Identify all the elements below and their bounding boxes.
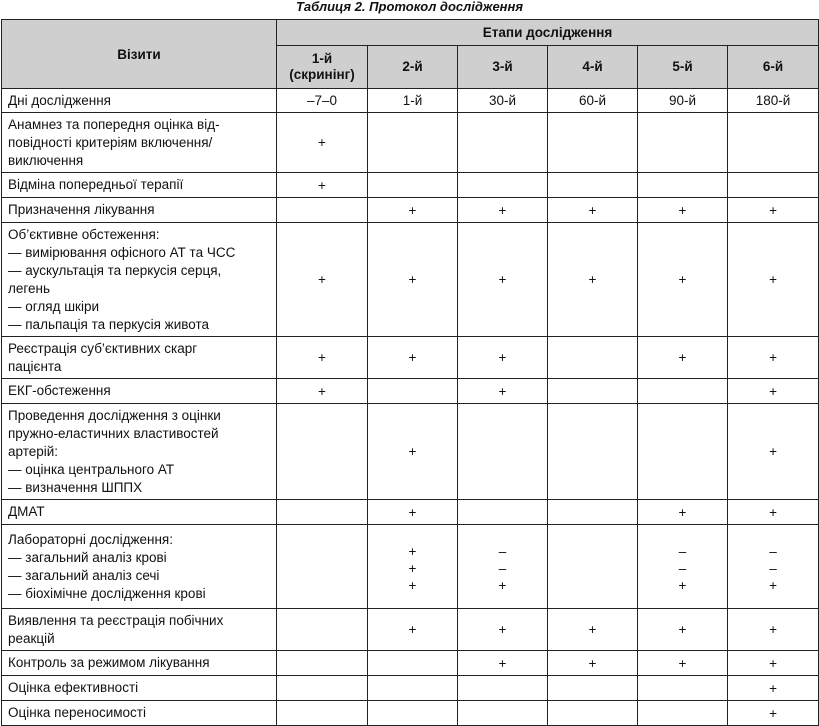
row-label-line: Анамнез та попередня оцінка від- (8, 116, 220, 132)
stage-cell (548, 379, 638, 404)
stage-cell (458, 525, 548, 609)
stage-cell (638, 500, 728, 525)
row-label-line: — біохімічне дослідження крові (8, 585, 206, 601)
stage-cell (368, 609, 458, 651)
stage-cell (728, 198, 819, 223)
stage-mark: + (498, 383, 507, 399)
stage-mark: + (498, 578, 507, 593)
row-label-line: — аускультація та перкусія серця, (8, 262, 222, 278)
stage-cell (277, 223, 368, 337)
stage-cell (728, 173, 819, 198)
row-label (2, 337, 277, 379)
stage-cell (458, 651, 548, 676)
visits-header: Візити (2, 20, 277, 89)
table-row (2, 89, 819, 113)
table-row (2, 198, 819, 223)
stage-cell (638, 676, 728, 701)
row-label-line: — загальний аналіз крові (8, 549, 167, 565)
row-label (2, 500, 277, 525)
stage-cell (548, 609, 638, 651)
row-label-line: Лабораторні дослідження: (8, 531, 173, 547)
table-row (2, 500, 819, 525)
row-label-line: Реєстрація суб’єктивних скарг (8, 340, 198, 356)
stage-cell (458, 173, 548, 198)
stage-mark: + (588, 202, 597, 218)
table-row (2, 173, 819, 198)
stage-mark: + (408, 350, 417, 365)
table-row (2, 379, 819, 404)
stage-column-header-line: 1-й (311, 51, 333, 66)
stage-cell (548, 223, 638, 337)
stage-cell (728, 223, 819, 337)
table-row (2, 676, 819, 701)
stage-mark: + (678, 578, 687, 593)
stage-cell (368, 651, 458, 676)
stage-mark: + (678, 622, 687, 637)
stage-mark: + (769, 680, 777, 696)
stage-column-header (458, 46, 548, 89)
stage-cell (638, 173, 728, 198)
row-label (2, 525, 277, 609)
stage-cell (728, 379, 819, 404)
stage-mark: + (588, 622, 597, 637)
stage-mark: – (769, 544, 777, 559)
row-label-line: — огляд шкіри (8, 298, 99, 314)
stage-mark: + (318, 177, 326, 193)
stage-mark: + (408, 544, 417, 559)
stage-mark: + (318, 135, 326, 150)
stage-cell (638, 404, 728, 500)
stage-column-header-line: 2-й (402, 59, 423, 74)
stage-mark: + (769, 578, 777, 593)
stage-mark: + (588, 655, 597, 671)
stage-cell (277, 500, 368, 525)
stage-cell (728, 337, 819, 379)
stage-cell (368, 500, 458, 525)
row-label (2, 676, 277, 701)
stage-mark: + (769, 705, 777, 721)
stage-cell (458, 337, 548, 379)
stage-cell (277, 113, 368, 173)
stage-mark: + (588, 272, 597, 287)
stage-cell (548, 500, 638, 525)
row-label-line: повідності критеріям включення/ (8, 134, 213, 150)
stage-cell (368, 89, 458, 113)
row-label-line: — пальпація та перкусія живота (8, 316, 210, 332)
stage-cell (368, 404, 458, 500)
stage-mark: – (498, 561, 507, 576)
stage-cell (638, 223, 728, 337)
stage-column-header-line: 5-й (672, 59, 693, 74)
stage-cell (728, 676, 819, 701)
stage-mark: – (678, 544, 687, 559)
stage-mark: + (678, 655, 687, 671)
stage-cell (548, 173, 638, 198)
row-label-line: Об’єктивне обстеження: (8, 226, 160, 242)
row-label-line: Виявлення та реєстрація побічних (8, 612, 224, 628)
stage-cell (368, 676, 458, 701)
stage-mark: + (769, 444, 777, 459)
row-label-line: ЕКГ-обстеження (8, 383, 111, 398)
stage-mark: + (769, 350, 777, 365)
stage-cell (638, 337, 728, 379)
table-row (2, 337, 819, 379)
stage-mark: –7–0 (306, 93, 338, 108)
stage-cell (548, 198, 638, 223)
stage-cell (458, 500, 548, 525)
stage-cell (458, 89, 548, 113)
row-label (2, 404, 277, 500)
stages-header: Етапи дослідження (277, 20, 819, 46)
row-label-line: легень (8, 280, 51, 296)
table-row (2, 113, 819, 173)
stage-cell (548, 676, 638, 701)
row-label-line: — оцінка центрального АТ (8, 461, 175, 477)
stage-mark: + (769, 383, 777, 399)
stage-cell (548, 525, 638, 609)
stage-cell (548, 651, 638, 676)
row-label-line: Проведення дослідження з оцінки (8, 407, 221, 423)
table-row (2, 651, 819, 676)
stage-cell (728, 609, 819, 651)
row-label-line: реакцій (8, 630, 55, 646)
stage-cell (728, 404, 819, 500)
stage-mark: + (678, 350, 687, 365)
stage-mark: – (769, 561, 777, 576)
stage-column-header (728, 46, 819, 89)
stage-mark: + (408, 578, 417, 593)
stage-cell (458, 609, 548, 651)
stage-column-header-line: 3-й (492, 59, 513, 74)
row-label-line: Оцінка переносимості (8, 705, 146, 720)
stage-mark: + (498, 272, 507, 287)
stage-cell (638, 651, 728, 676)
row-label (2, 89, 277, 113)
stage-mark: 180-й (755, 93, 791, 108)
stage-cell (548, 89, 638, 113)
stage-mark: + (498, 622, 507, 637)
stage-mark: + (678, 504, 687, 520)
stage-cell (277, 198, 368, 223)
stage-mark: 90-й (668, 93, 697, 108)
stage-mark: + (408, 444, 417, 459)
row-label-line: артерій: (8, 443, 59, 459)
stage-mark: + (318, 350, 326, 365)
stage-cell (277, 337, 368, 379)
stage-cell (458, 676, 548, 701)
row-label (2, 609, 277, 651)
stage-mark: + (769, 622, 777, 637)
stage-mark: + (318, 272, 326, 287)
stage-mark: + (769, 655, 777, 671)
stage-cell (368, 113, 458, 173)
stage-cell (277, 525, 368, 609)
stage-column-header-line: 4-й (582, 59, 603, 74)
stage-cell (458, 113, 548, 173)
stage-cell (368, 198, 458, 223)
stage-column-header (277, 46, 368, 89)
row-label-line: Контроль за режимом лікування (8, 655, 210, 670)
stage-mark: + (318, 383, 326, 399)
stage-mark: + (408, 202, 417, 218)
stage-cell (638, 89, 728, 113)
stage-mark: + (408, 622, 417, 637)
row-label-line: ДМАТ (8, 504, 45, 519)
stage-mark: 30-й (488, 93, 517, 108)
protocol-table (1, 19, 819, 726)
stage-mark: – (498, 544, 507, 559)
row-label (2, 173, 277, 198)
stage-column-header-line: 6-й (762, 59, 784, 74)
stage-cell (277, 651, 368, 676)
stage-cell (638, 609, 728, 651)
stage-cell (728, 113, 819, 173)
stage-column-header (638, 46, 728, 89)
stage-mark: + (498, 350, 507, 365)
row-label (2, 651, 277, 676)
stage-cell (728, 89, 819, 113)
table-caption: Таблиця 2. Протокол дослідження (295, 0, 524, 14)
stage-cell (277, 379, 368, 404)
row-label-line: — вимірювання офісного АТ та ЧСС (8, 244, 236, 260)
stage-column-header-line: (скринінг) (289, 67, 355, 82)
row-label-line: — визначення ШППХ (8, 479, 143, 495)
row-label-line: Оцінка ефективності (8, 680, 139, 695)
stage-cell (638, 113, 728, 173)
row-label-line: виключення (8, 152, 84, 168)
stage-cell (368, 379, 458, 404)
stage-cell (548, 337, 638, 379)
stage-mark: + (678, 272, 687, 287)
stage-cell (458, 379, 548, 404)
row-label (2, 379, 277, 404)
stage-cell (368, 223, 458, 337)
stage-mark: + (408, 561, 417, 576)
stage-cell (277, 89, 368, 113)
stage-cell (458, 404, 548, 500)
stage-cell (368, 337, 458, 379)
table-row (2, 223, 819, 337)
row-label-line: Призначення лікування (8, 202, 155, 217)
row-label-line: пацієнта (8, 358, 62, 374)
stage-cell (277, 173, 368, 198)
stage-cell (368, 525, 458, 609)
stage-column-header (548, 46, 638, 89)
stage-mark: – (678, 561, 687, 576)
row-label (2, 223, 277, 337)
table-row (2, 525, 819, 609)
stage-cell (368, 173, 458, 198)
stage-mark: + (769, 272, 777, 287)
stage-cell (277, 609, 368, 651)
row-label-line: — загальний аналіз сечі (8, 567, 160, 583)
stage-cell (548, 113, 638, 173)
row-label (2, 198, 277, 223)
row-label (2, 113, 277, 173)
row-label-line: Дні дослідження (8, 92, 111, 108)
stage-mark: + (678, 202, 687, 218)
stage-cell (277, 676, 368, 701)
stage-mark: 1-й (402, 93, 423, 108)
stage-column-header (368, 46, 458, 89)
stage-mark: + (769, 202, 777, 218)
stage-mark: + (408, 272, 417, 287)
row-label-line: пружно-еластичних властивостей (8, 425, 219, 441)
stage-mark: + (408, 504, 417, 520)
row-label-line: Відміна попередньої терапії (8, 177, 184, 192)
stage-cell (458, 198, 548, 223)
stage-cell (548, 404, 638, 500)
stage-cell (638, 198, 728, 223)
table-row (2, 404, 819, 500)
stage-mark: + (498, 655, 507, 671)
stage-cell (728, 651, 819, 676)
table-row (2, 609, 819, 651)
stage-cell (277, 404, 368, 500)
stage-mark: + (769, 504, 777, 520)
stage-mark: + (498, 202, 507, 218)
stage-mark: 60-й (578, 93, 607, 108)
stage-cell (458, 223, 548, 337)
stage-cell (638, 379, 728, 404)
stage-cell (728, 525, 819, 609)
stage-cell (638, 525, 728, 609)
stage-cell (728, 500, 819, 525)
